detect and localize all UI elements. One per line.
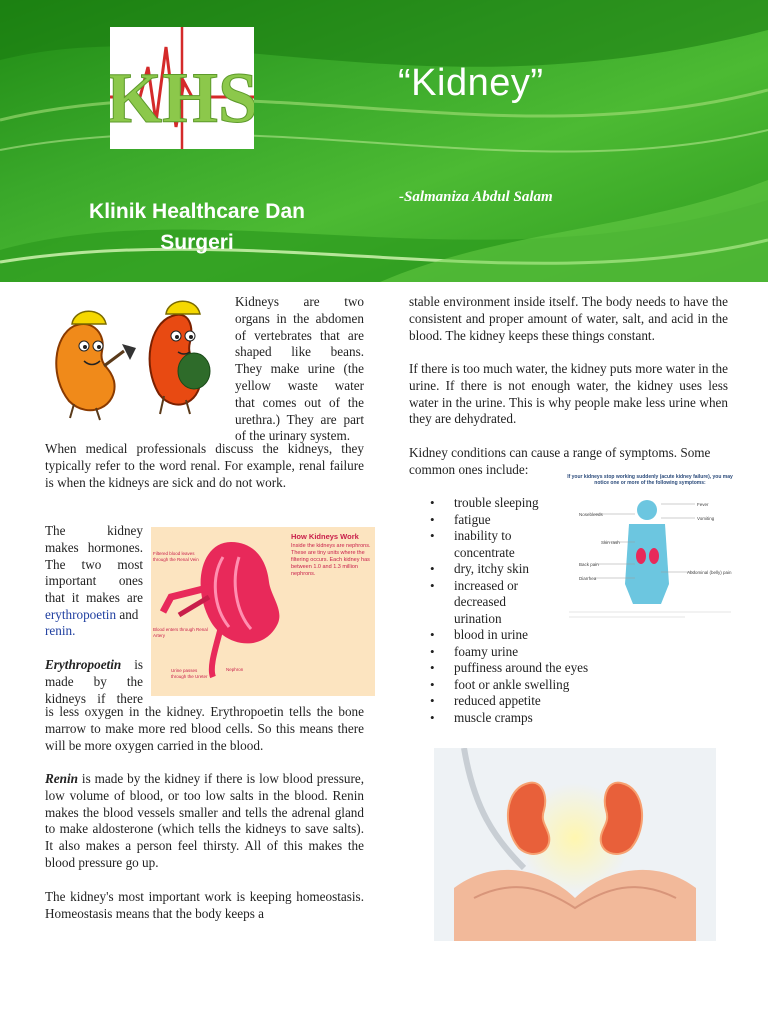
renin-text: is made by the kidney if there is low blood pressure, low volume of blood, or too low salts in the blood. Renin makes the blood vessels smaller and tells the adrenal gland to make aldosterone (which tells the kidneys to save salts). It also makes a person feel thirsty. All of this makes the blood pressure go up.: [45, 771, 364, 870]
clinic-name-line1: Klinik Healthcare Dan: [89, 200, 305, 223]
figure-label-artery: Blood enters through Renal Artery: [153, 627, 208, 638]
symptom-label: Nosebleeds: [579, 512, 603, 517]
text-line: that comes out of the: [235, 394, 364, 410]
text-line: shaped like beans.: [235, 344, 364, 360]
figure-label-vein: Filtered blood leaves through the Renal Vein: [153, 551, 199, 562]
stable-environment-paragraph: stable environment inside itself. The body needs to have the consistent and proper amount of water, salt, and acid in the blood. The kidney keeps these things constant.: [409, 294, 728, 343]
text-line: They make urine (the: [235, 361, 364, 377]
list-item: • reduced appetite: [430, 693, 588, 710]
erythropoetin-paragraph-full: is less oxygen in the kidney. Erythropoetin tells the bone marrow to make more red blood cells. So this means there will be more oxygen carried in the blood.: [45, 704, 364, 753]
figure-description: Inside the kidneys are nephrons. These are tiny units where the filtering occurs. Each kidney has between 1.0 and 1.3 million nephrons.: [291, 543, 371, 577]
text-line: Kidneys are two: [235, 294, 364, 309]
text-line: The two most: [45, 556, 143, 572]
erythropoetin-heading: Erythropoetin: [45, 657, 122, 672]
text-and: and: [116, 607, 139, 622]
text-line: of vertebrates that are: [235, 327, 364, 343]
how-kidneys-work-image: [151, 527, 375, 696]
khs-logo: [110, 27, 254, 149]
text-line: important ones: [45, 573, 143, 589]
text-line: [45, 657, 143, 674]
symptom-label: Diarrhea: [579, 576, 597, 581]
figure-label-nephron: Nephron: [226, 667, 244, 672]
figure-title: How Kidneys Work: [291, 532, 359, 541]
text-line: of the urinary system.: [235, 428, 350, 444]
text-line: The kidney: [45, 523, 143, 538]
text-line: urethra.) They are part: [235, 411, 364, 427]
text-line: made by the: [45, 673, 143, 689]
symptom-label: Abdominal (belly) pain: [687, 570, 732, 575]
symptoms-intro: Kidney conditions can cause a range of symptoms. Some common ones include:: [409, 445, 711, 477]
water-paragraph: If there is too much water, the kidney puts more water in the urine. If there is not enough water, the kidney uses less water in the urine. This is why people make less urine when they are dehydrated.: [409, 361, 728, 427]
homeostasis-paragraph: The kidney's most important work is keeping homeostasis. Homeostasis means that the body keeps a: [45, 889, 364, 921]
cartoon-kidneys-image: [44, 296, 224, 426]
intro-paragraph-wrapped: [235, 294, 364, 445]
page-title: “Kidney”: [398, 62, 544, 104]
list-item: • puffiness around the eyes: [430, 660, 588, 677]
list-item-cont: urination: [454, 610, 502, 626]
figure-label-ureter: Urine passes through the Ureter: [171, 668, 208, 679]
acute-kidney-failure-image: [565, 474, 735, 622]
text-line: organs in the abdomen: [235, 310, 364, 326]
list-item: • inability to: [430, 528, 588, 545]
text-line: kidneys if there: [45, 690, 143, 706]
hands-holding-kidneys-photo: [434, 748, 716, 941]
renin-term-blue: renin.: [45, 623, 76, 638]
text-line: is: [121, 657, 143, 672]
renin-heading: Renin: [45, 771, 78, 786]
logo-text: KHS: [110, 58, 254, 138]
renin-paragraph: [45, 771, 364, 872]
symptom-figure-heading: If your kidneys stop working suddenly (acute kidney failure), you may notice one or more of the following symptoms:: [567, 474, 733, 486]
text-line: that it makes are: [45, 590, 143, 606]
list-item: • trouble sleeping: [430, 495, 588, 512]
text-line: yellow waste water: [235, 377, 364, 393]
list-item: • foot or ankle swelling: [430, 677, 588, 694]
list-item: • fatigue: [430, 512, 588, 529]
list-item: • blood in urine: [430, 627, 588, 644]
clinic-name-line2: Surgeri: [160, 231, 234, 254]
clinic-name: [52, 196, 342, 258]
hormones-line-erythro: [45, 607, 138, 624]
author-name: -Salmaniza Abdul Salam: [399, 189, 553, 205]
list-item: • dry, itchy skin: [430, 561, 588, 578]
list-item: • foamy urine: [430, 644, 588, 661]
erythropoetin-paragraph-wrapped: [45, 657, 143, 707]
list-item: • increased or: [430, 578, 588, 595]
erythropoetin-term: erythropoetin: [45, 607, 117, 622]
hormones-paragraph: [45, 523, 143, 607]
symptom-label: Skin rash: [601, 540, 620, 545]
header-banner: [0, 0, 768, 282]
intro-paragraph-full: When medical professionals discuss the kidneys, they typically refer to the word renal. For example, renal failure is when the kidneys are sick and do not work.: [45, 441, 364, 490]
text-line: makes hormones.: [45, 539, 143, 555]
list-item: • muscle cramps: [430, 710, 588, 727]
symptom-label: Back pain: [579, 562, 599, 567]
symptom-label: Fever: [697, 502, 709, 507]
symptom-label: Vomiting: [697, 516, 715, 521]
list-item-cont: decreased: [454, 594, 506, 609]
list-item-cont: concentrate: [454, 544, 515, 560]
